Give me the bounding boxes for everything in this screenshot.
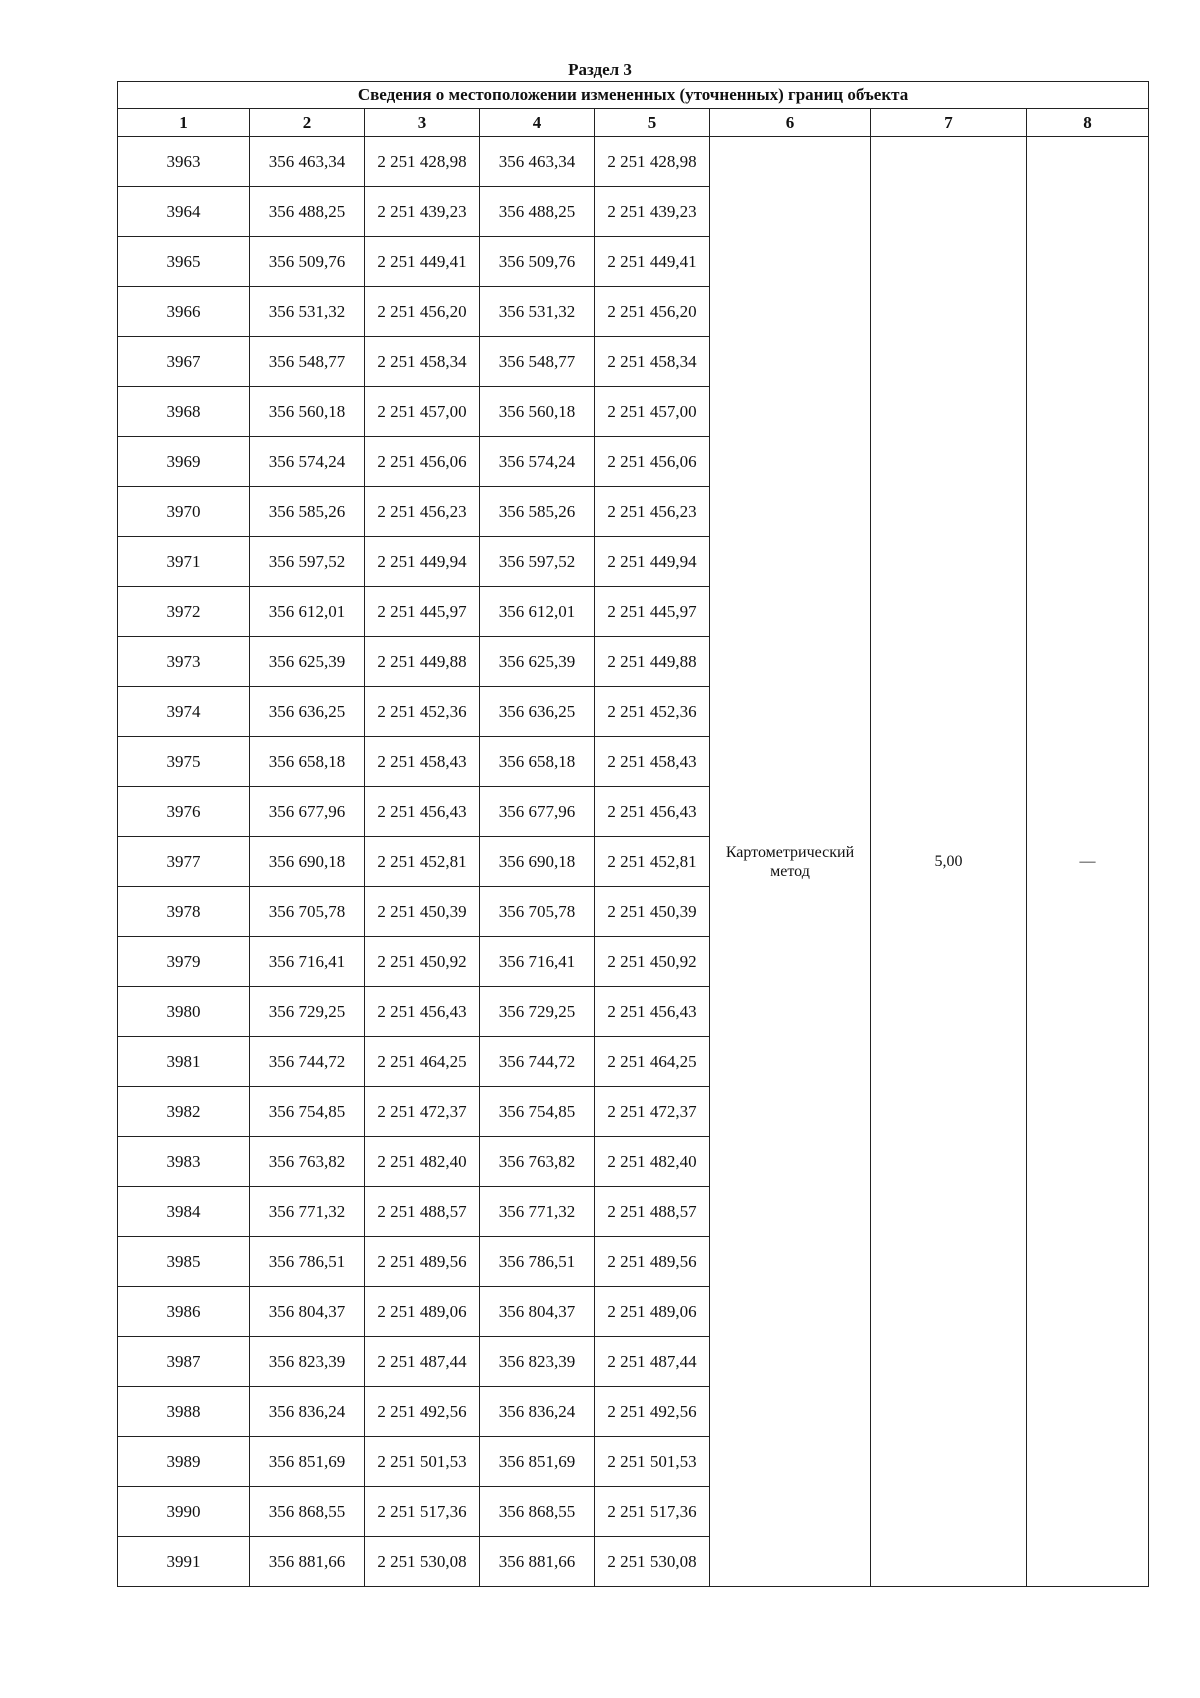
cell-point-number: 3979 bbox=[118, 937, 250, 987]
cell-x-refined: 356 836,24 bbox=[480, 1387, 595, 1437]
cell-y-refined: 2 251 488,57 bbox=[595, 1187, 710, 1237]
cell-y-refined: 2 251 428,98 bbox=[595, 137, 710, 187]
cell-point-number: 3989 bbox=[118, 1437, 250, 1487]
cell-y-existing: 2 251 487,44 bbox=[365, 1337, 480, 1387]
cell-y-refined: 2 251 456,43 bbox=[595, 787, 710, 837]
cell-x-refined: 356 851,69 bbox=[480, 1437, 595, 1487]
cell-y-refined: 2 251 439,23 bbox=[595, 187, 710, 237]
cell-y-refined: 2 251 457,00 bbox=[595, 387, 710, 437]
cell-x-refined: 356 868,55 bbox=[480, 1487, 595, 1537]
cell-x-existing: 356 881,66 bbox=[250, 1537, 365, 1587]
cell-y-existing: 2 251 456,43 bbox=[365, 787, 480, 837]
cell-x-refined: 356 585,26 bbox=[480, 487, 595, 537]
cell-point-number: 3963 bbox=[118, 137, 250, 187]
column-header-1: 1 bbox=[118, 109, 250, 137]
cell-x-refined: 356 763,82 bbox=[480, 1137, 595, 1187]
cell-y-existing: 2 251 457,00 bbox=[365, 387, 480, 437]
cell-x-refined: 356 881,66 bbox=[480, 1537, 595, 1587]
cell-point-number: 3990 bbox=[118, 1487, 250, 1537]
cell-x-refined: 356 574,24 bbox=[480, 437, 595, 487]
column-header-7: 7 bbox=[871, 109, 1027, 137]
cell-point-number: 3980 bbox=[118, 987, 250, 1037]
cell-point-number: 3978 bbox=[118, 887, 250, 937]
cell-y-existing: 2 251 458,34 bbox=[365, 337, 480, 387]
cell-x-refined: 356 597,52 bbox=[480, 537, 595, 587]
cell-y-refined: 2 251 456,20 bbox=[595, 287, 710, 337]
cell-x-existing: 356 729,25 bbox=[250, 987, 365, 1037]
cell-y-existing: 2 251 452,81 bbox=[365, 837, 480, 887]
cell-x-refined: 356 716,41 bbox=[480, 937, 595, 987]
cell-x-refined: 356 823,39 bbox=[480, 1337, 595, 1387]
cell-x-existing: 356 612,01 bbox=[250, 587, 365, 637]
cell-y-existing: 2 251 456,23 bbox=[365, 487, 480, 537]
cell-x-refined: 356 658,18 bbox=[480, 737, 595, 787]
cell-x-refined: 356 509,76 bbox=[480, 237, 595, 287]
cell-y-existing: 2 251 472,37 bbox=[365, 1087, 480, 1137]
cell-y-refined: 2 251 456,23 bbox=[595, 487, 710, 537]
cell-point-number: 3983 bbox=[118, 1137, 250, 1187]
cell-x-existing: 356 560,18 bbox=[250, 387, 365, 437]
cell-y-refined: 2 251 492,56 bbox=[595, 1387, 710, 1437]
cell-point-number: 3969 bbox=[118, 437, 250, 487]
cell-x-existing: 356 531,32 bbox=[250, 287, 365, 337]
cell-x-refined: 356 771,32 bbox=[480, 1187, 595, 1237]
cell-y-existing: 2 251 488,57 bbox=[365, 1187, 480, 1237]
cell-point-number: 3984 bbox=[118, 1187, 250, 1237]
cell-x-refined: 356 612,01 bbox=[480, 587, 595, 637]
cell-y-refined: 2 251 456,43 bbox=[595, 987, 710, 1037]
cell-x-refined: 356 488,25 bbox=[480, 187, 595, 237]
cell-x-existing: 356 574,24 bbox=[250, 437, 365, 487]
cell-y-refined: 2 251 449,94 bbox=[595, 537, 710, 587]
column-header-6: 6 bbox=[710, 109, 871, 137]
cell-y-existing: 2 251 530,08 bbox=[365, 1537, 480, 1587]
cell-x-existing: 356 548,77 bbox=[250, 337, 365, 387]
table-row bbox=[118, 137, 1149, 187]
cell-y-existing: 2 251 489,06 bbox=[365, 1287, 480, 1337]
cell-point-number: 3971 bbox=[118, 537, 250, 587]
cell-y-refined: 2 251 449,88 bbox=[595, 637, 710, 687]
cell-y-refined: 2 251 482,40 bbox=[595, 1137, 710, 1187]
cell-point-number: 3972 bbox=[118, 587, 250, 637]
cell-y-refined: 2 251 450,92 bbox=[595, 937, 710, 987]
cell-x-existing: 356 716,41 bbox=[250, 937, 365, 987]
cell-y-existing: 2 251 439,23 bbox=[365, 187, 480, 237]
cell-x-existing: 356 636,25 bbox=[250, 687, 365, 737]
cell-x-refined: 356 531,32 bbox=[480, 287, 595, 337]
cell-y-refined: 2 251 456,06 bbox=[595, 437, 710, 487]
cell-y-refined: 2 251 449,41 bbox=[595, 237, 710, 287]
cell-y-existing: 2 251 458,43 bbox=[365, 737, 480, 787]
cell-y-existing: 2 251 517,36 bbox=[365, 1487, 480, 1537]
cell-point-number: 3977 bbox=[118, 837, 250, 887]
column-header-2: 2 bbox=[250, 109, 365, 137]
cell-x-existing: 356 868,55 bbox=[250, 1487, 365, 1537]
cell-y-existing: 2 251 456,06 bbox=[365, 437, 480, 487]
cell-point-number: 3981 bbox=[118, 1037, 250, 1087]
cell-y-existing: 2 251 501,53 bbox=[365, 1437, 480, 1487]
cell-x-existing: 356 690,18 bbox=[250, 837, 365, 887]
column-header-4: 4 bbox=[480, 109, 595, 137]
section-title: Раздел 3 bbox=[568, 60, 632, 79]
cell-y-existing: 2 251 428,98 bbox=[365, 137, 480, 187]
cell-y-existing: 2 251 492,56 bbox=[365, 1387, 480, 1437]
cell-point-number: 3974 bbox=[118, 687, 250, 737]
cell-x-refined: 356 690,18 bbox=[480, 837, 595, 887]
cell-point-number: 3986 bbox=[118, 1287, 250, 1337]
cell-y-refined: 2 251 489,06 bbox=[595, 1287, 710, 1337]
cell-x-refined: 356 625,39 bbox=[480, 637, 595, 687]
cell-y-refined: 2 251 458,43 bbox=[595, 737, 710, 787]
cell-x-existing: 356 823,39 bbox=[250, 1337, 365, 1387]
cell-y-refined: 2 251 458,34 bbox=[595, 337, 710, 387]
boundary-points-table bbox=[117, 81, 1149, 1587]
cell-y-refined: 2 251 445,97 bbox=[595, 587, 710, 637]
cell-y-refined: 2 251 452,36 bbox=[595, 687, 710, 737]
cell-x-existing: 356 585,26 bbox=[250, 487, 365, 537]
cell-x-existing: 356 677,96 bbox=[250, 787, 365, 837]
cell-y-refined: 2 251 464,25 bbox=[595, 1037, 710, 1087]
cell-point-number: 3964 bbox=[118, 187, 250, 237]
cell-y-existing: 2 251 489,56 bbox=[365, 1237, 480, 1287]
cell-x-refined: 356 804,37 bbox=[480, 1287, 595, 1337]
cell-point-number: 3968 bbox=[118, 387, 250, 437]
cell-column-8: — bbox=[1027, 137, 1149, 1587]
cell-x-refined: 356 729,25 bbox=[480, 987, 595, 1037]
cell-x-existing: 356 658,18 bbox=[250, 737, 365, 787]
cell-point-number: 3966 bbox=[118, 287, 250, 337]
cell-x-refined: 356 754,85 bbox=[480, 1087, 595, 1137]
cell-x-existing: 356 804,37 bbox=[250, 1287, 365, 1337]
cell-y-refined: 2 251 450,39 bbox=[595, 887, 710, 937]
cell-x-refined: 356 705,78 bbox=[480, 887, 595, 937]
cell-x-existing: 356 851,69 bbox=[250, 1437, 365, 1487]
cell-x-existing: 356 786,51 bbox=[250, 1237, 365, 1287]
cell-y-existing: 2 251 456,43 bbox=[365, 987, 480, 1037]
cell-x-refined: 356 560,18 bbox=[480, 387, 595, 437]
cell-y-existing: 2 251 450,39 bbox=[365, 887, 480, 937]
cell-point-number: 3985 bbox=[118, 1237, 250, 1287]
cell-x-existing: 356 771,32 bbox=[250, 1187, 365, 1237]
cell-point-number: 3967 bbox=[118, 337, 250, 387]
cell-x-existing: 356 597,52 bbox=[250, 537, 365, 587]
cell-point-number: 3988 bbox=[118, 1387, 250, 1437]
cell-y-existing: 2 251 482,40 bbox=[365, 1137, 480, 1187]
column-header-3: 3 bbox=[365, 109, 480, 137]
cell-point-number: 3991 bbox=[118, 1537, 250, 1587]
cell-y-existing: 2 251 452,36 bbox=[365, 687, 480, 737]
cell-method: Картометрический метод bbox=[710, 137, 871, 1587]
cell-x-refined: 356 463,34 bbox=[480, 137, 595, 187]
cell-y-existing: 2 251 449,41 bbox=[365, 237, 480, 287]
cell-x-existing: 356 705,78 bbox=[250, 887, 365, 937]
cell-y-refined: 2 251 472,37 bbox=[595, 1087, 710, 1137]
cell-y-existing: 2 251 464,25 bbox=[365, 1037, 480, 1087]
cell-x-refined: 356 636,25 bbox=[480, 687, 595, 737]
cell-x-refined: 356 744,72 bbox=[480, 1037, 595, 1087]
cell-y-existing: 2 251 449,94 bbox=[365, 537, 480, 587]
cell-point-number: 3970 bbox=[118, 487, 250, 537]
cell-y-existing: 2 251 456,20 bbox=[365, 287, 480, 337]
table-caption: Сведения о местоположении измененных (уточненных) границ объекта bbox=[118, 82, 1149, 109]
cell-accuracy: 5,00 bbox=[871, 137, 1027, 1587]
table-caption-row bbox=[118, 82, 1149, 109]
cell-y-refined: 2 251 530,08 bbox=[595, 1537, 710, 1587]
cell-x-existing: 356 744,72 bbox=[250, 1037, 365, 1087]
cell-y-refined: 2 251 487,44 bbox=[595, 1337, 710, 1387]
cell-x-existing: 356 488,25 bbox=[250, 187, 365, 237]
cell-y-refined: 2 251 452,81 bbox=[595, 837, 710, 887]
cell-y-refined: 2 251 489,56 bbox=[595, 1237, 710, 1287]
cell-y-refined: 2 251 517,36 bbox=[595, 1487, 710, 1537]
cell-x-existing: 356 509,76 bbox=[250, 237, 365, 287]
cell-point-number: 3987 bbox=[118, 1337, 250, 1387]
cell-point-number: 3976 bbox=[118, 787, 250, 837]
cell-x-existing: 356 463,34 bbox=[250, 137, 365, 187]
cell-y-refined: 2 251 501,53 bbox=[595, 1437, 710, 1487]
cell-x-refined: 356 548,77 bbox=[480, 337, 595, 387]
cell-x-existing: 356 763,82 bbox=[250, 1137, 365, 1187]
cell-point-number: 3965 bbox=[118, 237, 250, 287]
cell-y-existing: 2 251 449,88 bbox=[365, 637, 480, 687]
cell-x-existing: 356 754,85 bbox=[250, 1087, 365, 1137]
cell-y-existing: 2 251 445,97 bbox=[365, 587, 480, 637]
cell-x-existing: 356 625,39 bbox=[250, 637, 365, 687]
column-header-8: 8 bbox=[1027, 109, 1149, 137]
column-header-5: 5 bbox=[595, 109, 710, 137]
column-number-row bbox=[118, 109, 1149, 137]
cell-x-refined: 356 786,51 bbox=[480, 1237, 595, 1287]
cell-point-number: 3975 bbox=[118, 737, 250, 787]
table-body bbox=[118, 137, 1149, 1587]
cell-point-number: 3982 bbox=[118, 1087, 250, 1137]
cell-x-existing: 356 836,24 bbox=[250, 1387, 365, 1437]
cell-x-refined: 356 677,96 bbox=[480, 787, 595, 837]
cell-point-number: 3973 bbox=[118, 637, 250, 687]
cell-y-existing: 2 251 450,92 bbox=[365, 937, 480, 987]
